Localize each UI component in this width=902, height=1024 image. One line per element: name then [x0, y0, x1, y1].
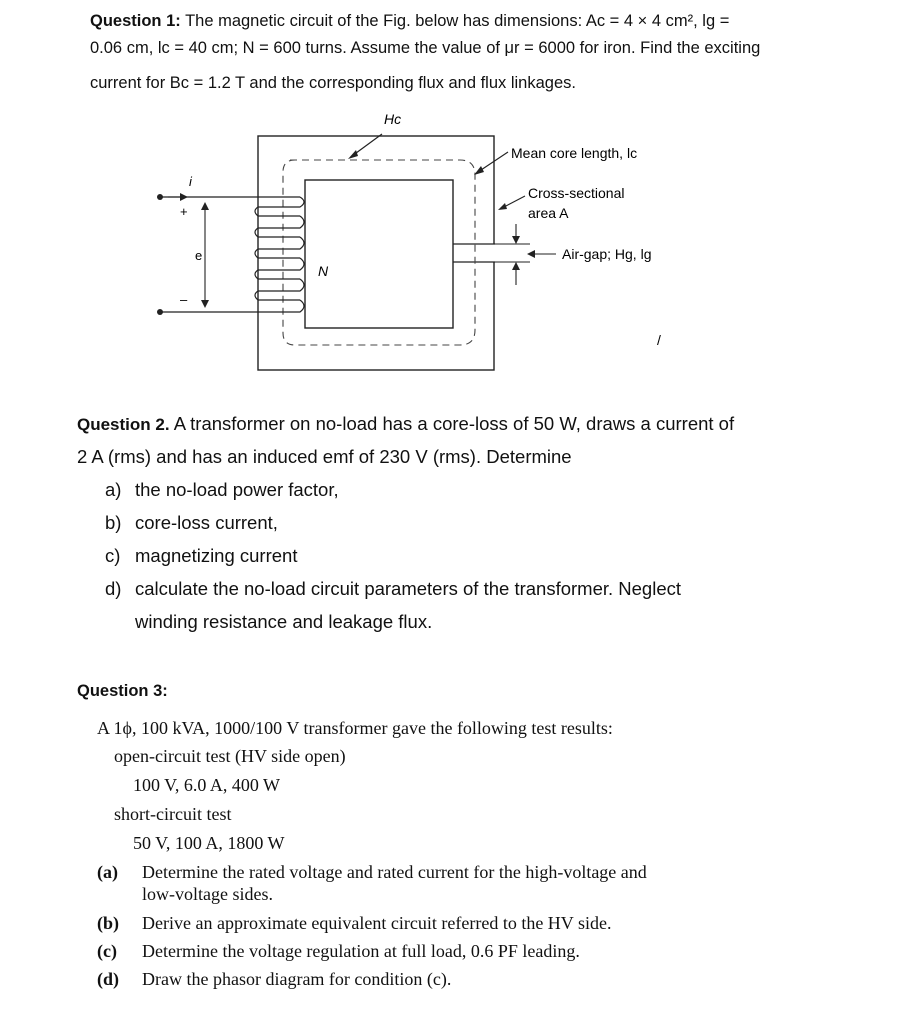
q3-part-a: [97, 862, 647, 883]
q2-item-c-text: magnetizing current: [135, 545, 298, 566]
q2-label: Question 2.: [77, 415, 170, 434]
q2-item-b-marker: b): [105, 512, 122, 533]
terminal-bottom: [157, 309, 163, 315]
magnetic-circuit-figure: [0, 100, 902, 390]
q1-label: Question 1:: [90, 12, 181, 30]
q3-oc-values: 100 V, 6.0 A, 400 W: [133, 775, 281, 795]
q2-item-a-marker: a): [105, 479, 122, 500]
q2-item-b: [105, 512, 278, 534]
mean-core-label: Mean core length, lc: [511, 145, 638, 161]
q3-oc-title: open-circuit test (HV side open): [114, 746, 346, 766]
q3-part-c-marker: (c): [97, 941, 117, 961]
q3-part-b-marker: (b): [97, 913, 119, 933]
turns-label: N: [318, 263, 329, 279]
q2-line2: 2 A (rms) and has an induced emf of 230 V (rms). Determine: [77, 446, 572, 467]
q3-part-d-marker: (d): [97, 969, 119, 989]
q3-part-b: [97, 913, 612, 934]
q1-line3: current for Bc = 1.2 T and the corresponding flux and flux linkages.: [90, 74, 576, 92]
q2-text-1: A transformer on no-load has a core-loss of 50 W, draws a current of: [169, 413, 735, 434]
cross-section-label-1: Cross-sectional: [528, 185, 625, 201]
emf-label: e: [195, 248, 203, 263]
q3-part-c: [97, 941, 580, 962]
q3-part-b-text: Derive an approximate equivalent circuit referred to the HV side.: [142, 913, 612, 933]
q2-line1: [77, 413, 734, 435]
q1-text-1: The magnetic circuit of the Fig. below has dimensions: Ac = 4 × 4 cm², lg =: [185, 12, 730, 30]
q2-item-a-text: the no-load power factor,: [135, 479, 339, 500]
current-label: i: [189, 174, 192, 189]
q2-item-b-text: core-loss current,: [135, 512, 278, 533]
q3-part-c-text: Determine the voltage regulation at full load, 0.6 PF leading.: [142, 941, 580, 961]
stray-mark: /: [657, 332, 661, 348]
q2-item-a: [105, 479, 339, 501]
q3-part-a-cont: low-voltage sides.: [142, 884, 273, 904]
q2-item-d-cont: winding resistance and leakage flux.: [135, 611, 433, 632]
q3-label: Question 3:: [77, 682, 168, 700]
q2-item-c: [105, 545, 298, 567]
q3-part-d-text: Draw the phasor diagram for condition (c).: [142, 969, 452, 989]
q1-line2: 0.06 cm, lc = 40 cm; N = 600 turns. Assume the value of μr = 6000 for iron. Find the exciting: [90, 39, 761, 57]
q3-part-a-text: Determine the rated voltage and rated current for the high-voltage and: [142, 862, 647, 882]
q2-item-c-marker: c): [105, 545, 121, 566]
q2-item-d-text: calculate the no-load circuit parameters of the transformer. Neglect: [135, 578, 682, 599]
q3-intro: A 1ϕ, 100 kVA, 1000/100 V transformer gave the following test results:: [97, 718, 613, 738]
minus-label: –: [180, 292, 188, 307]
q3-sc-values: 50 V, 100 A, 1800 W: [133, 833, 285, 853]
q2-item-d: [105, 578, 682, 600]
q3-part-a-marker: (a): [97, 862, 118, 882]
core-window: [305, 180, 453, 328]
q1-line1: [90, 10, 729, 32]
air-gap-label: Air-gap; Hg, lg: [562, 246, 652, 262]
terminal-top: [157, 194, 163, 200]
plus-label: +: [180, 204, 188, 219]
hc-label: Hc: [384, 111, 402, 127]
current-arrow: [180, 193, 188, 201]
q3-sc-title: short-circuit test: [114, 804, 232, 824]
q3-part-d: [97, 969, 452, 990]
q2-item-d-marker: d): [105, 578, 122, 599]
cross-section-label-2: area A: [528, 205, 569, 221]
mean-path: [283, 160, 475, 345]
